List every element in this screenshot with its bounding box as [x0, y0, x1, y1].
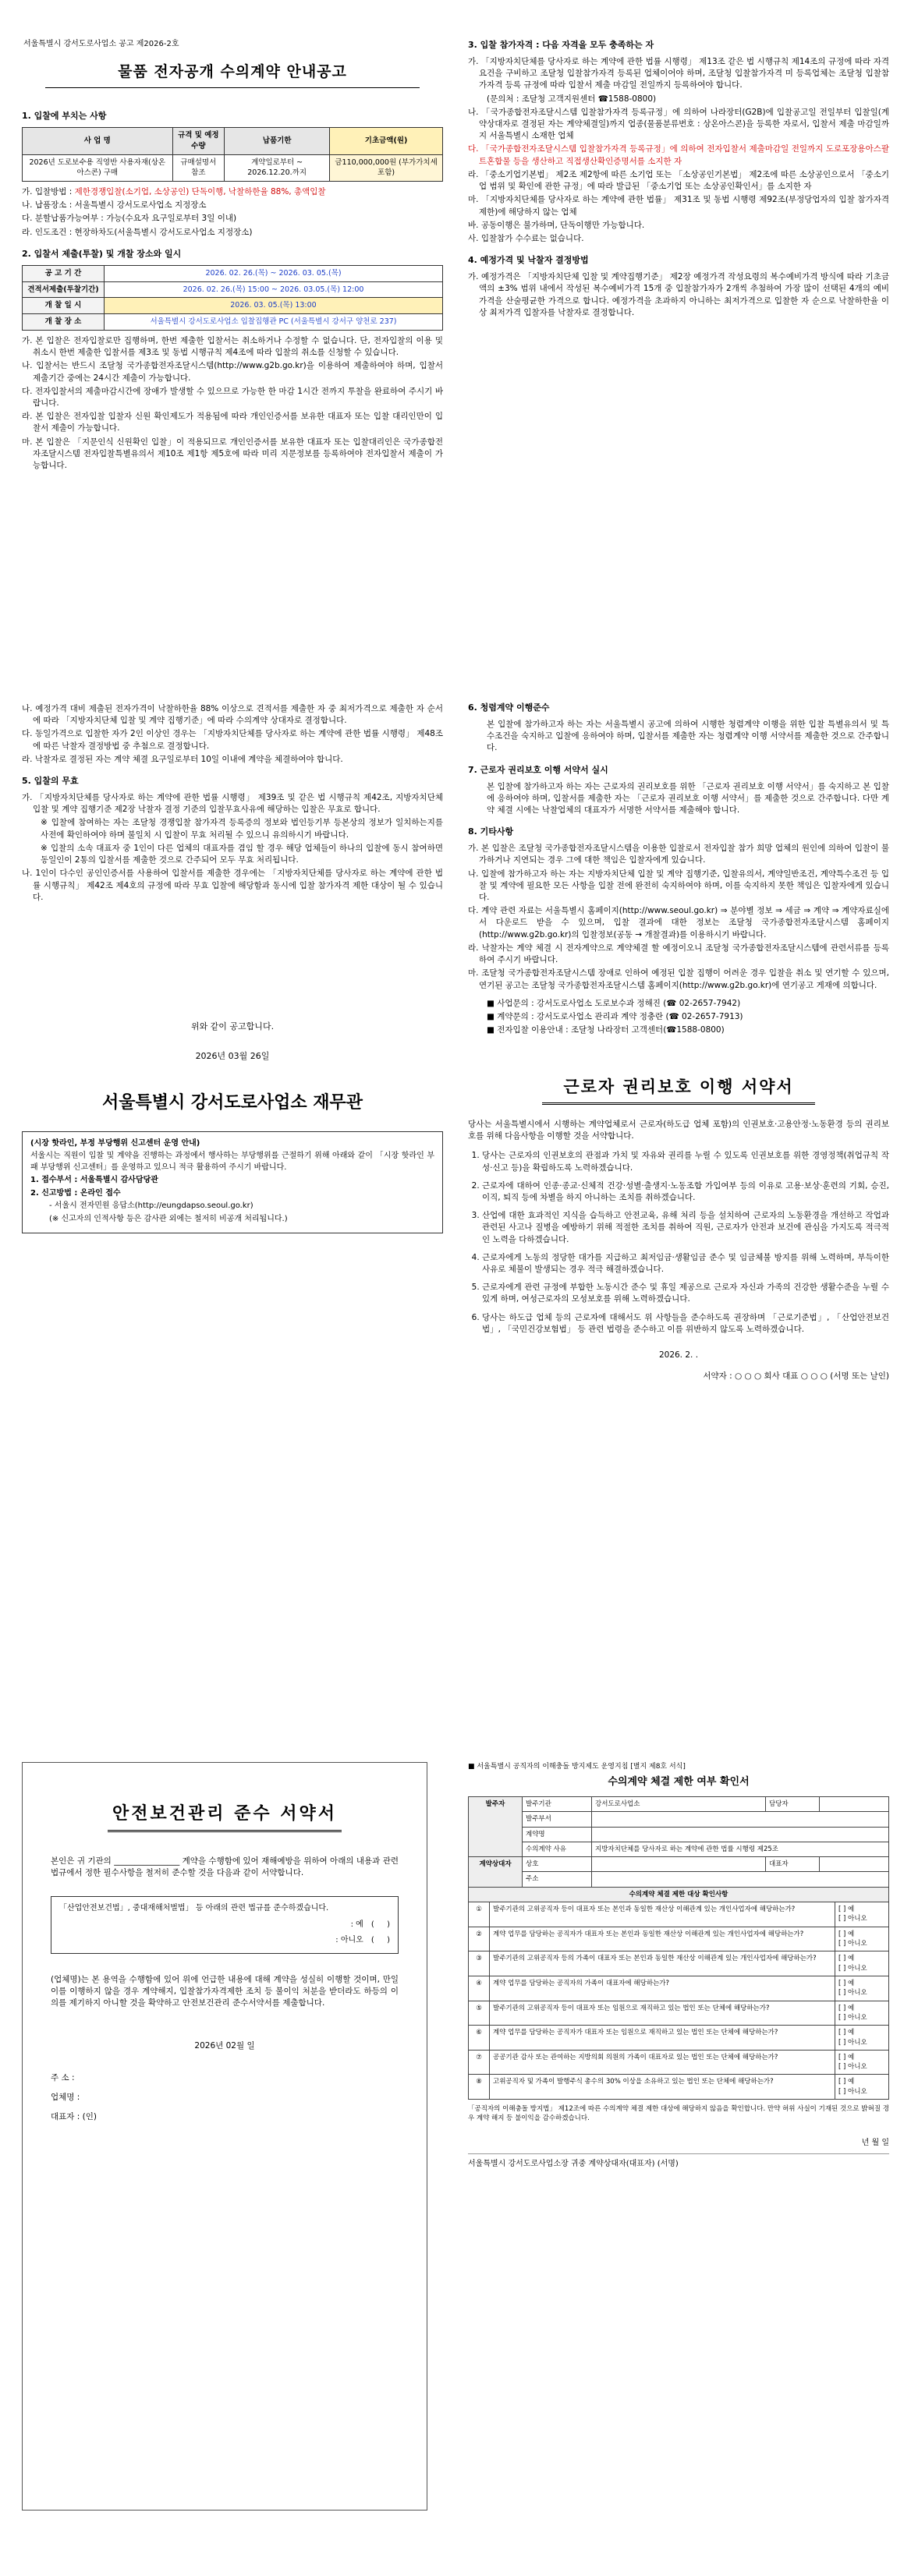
field-label: 수의계약 사유	[523, 1842, 592, 1856]
s3-para: 마. 「지방자치단체를 당사자로 하는 계약에 관한 법률」 제31조 및 동법 시행령 제92조(부정당업자의 입찰 참가자격 제한)에 해당하지 않는 업체	[468, 195, 889, 217]
row-num: ①	[469, 1902, 490, 1927]
check-question: 발주기관의 고위공직자 등이 대표자 또는 임원으로 재직하고 있는 법인 또는 단체에 해당하는가?	[490, 2001, 835, 2026]
contact-item: ■ 사업문의 : 강서도로사업소 도로보수과 정해진 (☎ 02-2657-7942)	[487, 998, 741, 1008]
s5-para: 나. 예정가격 대비 제출된 전자가격이 낙찰하한율 88% 이상으로 견적서를 제출한 자 중 최저가격으로 제출한 자 순서에 따라 「지방자치단체 입찰 및 계약 집행기준」에 따라 수의계약 상대자로 결정합니다.	[22, 704, 443, 726]
row-num: ③	[469, 1951, 490, 1976]
safety-law-text: 「산업안전보건법」, 중대재해처벌법」 등 아래의 관련 법규를 준수하겠습니다.	[59, 1904, 329, 1913]
row-num: ②	[469, 1927, 490, 1951]
s5b-para: ※ 입찰에 참여하는 자는 조달청 경쟁입찰 참가자격 등록증의 정보와 법인등기부 등본상의 정보가 일치하는지를 사전에 확인하여야 하며 불일치 시 입찰이 무효 처리될 수 있으니 유의하시기 바랍니다.	[41, 818, 443, 840]
labor-pledge-title: 근로자 권리보호 이행 서약서	[563, 1077, 794, 1097]
sched-v-2: 2026. 03. 05.(목) 13:00	[105, 298, 443, 314]
hotline-item: - 서울시 전자민원 응답소(http://eungdapso.seoul.go.kr)	[49, 1201, 253, 1211]
s4-para: 가. 예정가격은 「지방자치단체 입찰 및 계약집행기준」 제2장 예정가격 작성요령의 복수예비가격 방식에 따라 기초금액의 ±3% 범위 내에서 작성된 복수예비가격 15개 중 입찰참가자가 2개씩 추첨하여 가장 많이 선택된 4개의 예비가격을 산술평균한 가격으로 합니다. 예정가격을 초과하지 아니하는 최저가격으로 입찰한 자 순으로 낙찰하한율 이상 최저가격 입찰자를 낙찰자로 결정합니다.	[468, 272, 889, 317]
notice-p2-left	[22, 702, 443, 1233]
safety-date: 2026년 02월 일	[194, 2041, 255, 2051]
section-2-title: 2. 입찰서 제출(투찰) 및 개찰 장소와 일시	[22, 248, 182, 259]
section-7-title: 7. 근로자 권리보호 이행 서약서 실시	[468, 764, 608, 775]
safety-yes[interactable]: : 예 ( )	[350, 1920, 390, 1929]
safety-title-underline	[108, 1830, 342, 1832]
labor-signer: 서약자 : ○ ○ ○ 회사 대표 ○ ○ ○ (서명 또는 날인)	[703, 1371, 889, 1382]
field-value[interactable]	[592, 1857, 766, 1872]
safety-para2: (업체명)는 본 용역을 수행함에 있어 위에 언급한 내용에 대해 계약을 성실히 이행할 것이며, 만일 이를 이행하지 않을 경우 계약해지, 입찰참가자격제한 조치 등 불이익 처분을 받더라도 하등의 이의를 제기하지 아니할 것을 확약하고 안전보건관리 준수서약서를 제출합니다.	[51, 1974, 399, 2008]
s2-para: 마. 본 입찰은 「지문인식 신원확인 입찰」이 적용되므로 개인인증서를 보유한 대표자 또는 입찰대리인은 국가종합전자조달시스템 전자입찰특별유의서 제10조 제1항 제5호에 따라 미리 지문정보를 등록하여야 전자입찰서 제출이 가능합니다.	[22, 437, 443, 471]
labor-item: 1. 당사는 근로자의 인권보호의 관점과 가치 및 자유와 권리를 누릴 수 있도록 인권보호를 위한 경영정책(취업규칙 작성·신고 등)을 확립하도록 노력하겠습니다.	[482, 1150, 889, 1173]
row-num: ⑧	[469, 2075, 490, 2100]
hotline-box	[22, 1131, 443, 1234]
note-delivery: 라. 인도조건 : 현장하차도(서울특별시 강서도로사업소 지정장소)	[22, 227, 253, 237]
section-6-title: 6. 청렴계약 이행준수	[468, 702, 550, 713]
labor-item: 3. 산업에 대한 효과적인 지식을 습득하고 안전교육, 유해 처리 등을 설치하여 근로자의 노동환경을 개선하고 작업과 관련된 사고나 질병을 예방하기 위해 적절한 조치를 취하여 직원, 근로자가 안전과 보건에 관심을 가지도록 적극적인 노력을 다하겠습니다.	[482, 1210, 889, 1246]
check-options[interactable]: [ ] 예 [ ] 아니오	[835, 2050, 889, 2075]
checklist-title: 수의계약 체결 제한 여부 확인서	[608, 1776, 750, 1789]
safety-rep: 대표자 : (인)	[51, 2112, 97, 2122]
check-options[interactable]: [ ] 예 [ ] 아니오	[835, 1951, 889, 1976]
field-value[interactable]	[592, 1872, 889, 1887]
s5b-para: ※ 입찰의 소속 대표자 중 1인이 다른 업체의 대표자를 겸임 할 경우 해당 업체들이 하나의 입찰에 동시 참여하면 동일인이 2통의 입찰서를 제출한 것으로 간주되어 모두 무효 처리됩니다.	[41, 843, 443, 865]
s8-para: 마. 조달청 국가종합전자조달시스템 장애로 인하여 예정된 입찰 집행이 어려운 경우 입찰을 취소 및 연기할 수 있으며, 연기된 공고는 조달청 국가종합전자조달시스템 홈페이지(http://www.g2b.go.kr)에 연기공고 게재에 의합니다.	[468, 968, 889, 990]
td-base-amount: 금110,000,000원 (부가가치세 포함)	[330, 154, 443, 182]
schedule-table	[22, 265, 443, 331]
sched-v-1: 2026. 02. 26.(목) 15:00 ~ 2026. 03.05.(목) 12:00	[105, 281, 443, 298]
bid-items-table	[22, 127, 443, 182]
s5b-para: 가. 「지방자치단체를 당사자로 하는 계약에 관한 법률 시행령」 제39조 및 같은 법 시행규칙 제42조, 지방자치단체 입찰 및 계약 집행기준 제2장 낙찰자 결정 기준의 입찰무효사유에 해당하는 입찰은 무효로 합니다.	[22, 793, 443, 815]
safety-company: 업체명 :	[51, 2092, 80, 2102]
notice-p2-right	[468, 702, 889, 1383]
field-label: 계약명	[523, 1827, 592, 1842]
s3-para: 사. 입찰참가 수수료는 없습니다.	[468, 234, 584, 243]
hotline-title: (시장 핫라인, 부정 부당행위 신고센터 운영 안내)	[30, 1138, 200, 1148]
sched-k-3: 개 찰 장 소	[23, 314, 105, 331]
safety-signature	[51, 2068, 399, 2128]
hotline-item: 1. 접수부서 : 서울특별시 감사담당관	[30, 1176, 158, 1185]
s5-para: 다. 동일가격으로 입찰한 자가 2인 이상인 경우는 「지방자치단체를 당사자로 하는 계약에 관한 법률 시행령」 제48조에 따른 낙찰자 결정방법 중 추첨으로 결정합니다.	[22, 729, 443, 751]
check-options[interactable]: [ ] 예 [ ] 아니오	[835, 2001, 889, 2026]
field-label: 발주기관	[523, 1796, 592, 1811]
th-base-amount: 기초금액(원)	[330, 127, 443, 154]
checklist-footer: 「공직자의 이해충돌 방지법」 제12조에 따른 수의계약 체결 제한 대상에 해당하지 않음을 확인합니다. 만약 허위 사실이 기재된 것으로 밝혀질 경우 계약 해지 등 불이익을 감수하겠습니다.	[468, 2105, 889, 2123]
s2-para: 가. 본 입찰은 전자입찰로만 집행하며, 한번 제출한 입찰서는 취소하거나 수정할 수 없습니다. 단, 전자입찰의 이용 및 취소시 한번 제출한 입찰서를 제3조 및 동법 시행규칙 제4조에 따라 입찰의 취소를 신청할 수 있습니다.	[22, 335, 443, 358]
contacts	[468, 998, 889, 1037]
s8-para: 다. 계약 관련 자료는 서울특별시 홈페이지(http://www.seoul.go.kr) ⇒ 분야별 정보 ⇒ 세금 ⇒ 계약 ⇒ 계약자료실에서 다운로드 받을 수 있으며, 입찰 결과에 대한 정보는 조달청 국가종합전자조달시스템 홈페이지(http://www.g2b.go.kr)의 입찰정보(공동 → 개찰결과)를 이용하시기 바랍니다.	[468, 906, 889, 939]
check-question: 발주기관의 고위공직자 등이 대표자 또는 본인과 동일한 재산상 이해관계 있는 개인사업자에 해당하는가?	[490, 1902, 835, 1927]
labor-item: 5. 근로자에게 관련 규정에 부합한 노동시간 준수 및 휴일 제공으로 근로자 자신과 가족의 건강한 생활수준을 누릴 수 있게 하며, 여성근로자의 모성보호를 위해 노력하겠습니다.	[482, 1282, 889, 1305]
s3-para: 나. 「국가종합전자조달시스템 입찰참가자격 등록규정」에 의하여 나라장터(G2B)에 입찰공고일 전일부터 입찰일(계약상대자로 결정된 자는 계약체결일)까지 업종(물품분류번호 : 상온아스콘)을 등록한 자로서, 입찰서 제출 마감일까지 서울특별시 소재한 업체	[468, 107, 889, 141]
checklist-date: 년 월 일	[861, 2138, 889, 2147]
section-8-title: 8. 기타사항	[468, 826, 514, 837]
s8-para: 라. 낙찰자는 계약 체결 시 전자계약으로 계약체결 할 예정이오니 조달청 국가종합전자조달시스템에 관련서류를 등록하여 주시기 바랍니다.	[468, 943, 889, 965]
label-contractor: 계약상대자	[469, 1857, 523, 1888]
checklist-section-title: 수의계약 체결 제한 대상 확인사항	[469, 1887, 889, 1902]
row-num: ⑤	[469, 2001, 490, 2026]
th-spec: 규격 및 예정수량	[172, 127, 225, 154]
labor-item: 6. 당사는 하도급 업체 등의 근로자에 대해서도 위 사항들을 준수하도록 권장하며 「근로기준법」, 「산업안전보건법」, 「국민건강보험법」 등 관련 법령을 준수하고 이를 위반하지 않도록 노력하겠습니다.	[482, 1312, 889, 1336]
hotline-item: (※ 신고자의 인적사항 등은 감사관 외에는 철저히 비공개 처리됩니다.)	[49, 1214, 288, 1223]
field-value[interactable]	[820, 1796, 889, 1811]
s3-para: 라. 「중소기업기본법」 제2조 제2항에 따른 소기업 또는 「소상공인기본법」 제2조에 따른 소상공인으로서 「중소기업 범위 및 확인에 관한 규정」에 따라 발급된 「중소기업 또는 소상공인확인서」를 소지한 자	[468, 169, 889, 192]
safety-title: 안전보건관리 준수 서약서	[112, 1804, 338, 1824]
notice-page-2	[22, 702, 889, 1715]
s3-para: 가. 「지방자치단체를 당사자로 하는 계약에 관한 법률 시행령」 제13조 같은 법 시행규칙 제14조의 규정에 따라 자격요건을 구비하고 조달청 입찰참가자격 등록된 업체이어야 하며, 조달청 입찰참가자격 미 등록업체는 조달청 입찰참가자격 등록 규정에 따라 입찰서 제출 마감일 전일까지 등록하여야 합니다.	[468, 56, 889, 90]
check-question: 공공기관 감사 또는 관여하는 지방의회 의원의 가족이 대표자로 있는 법인 또는 단체에 해당하는가?	[490, 2050, 835, 2075]
labor-date: 2026. 2. .	[658, 1350, 699, 1361]
labor-pledge	[468, 1075, 889, 1382]
field-label: 담당자	[766, 1796, 820, 1811]
safety-addr: 주 소 :	[51, 2072, 75, 2082]
notice-date: 2026년 03월 26일	[195, 1050, 270, 1061]
th-project: 사 업 명	[23, 127, 173, 154]
field-value[interactable]	[592, 1812, 889, 1827]
check-question: 계약 업무를 담당하는 공직자가 대표자 또는 본인과 동일한 재산상 이해관계 있는 개인사업자에 해당하는가?	[490, 1927, 835, 1951]
td-spec: 규매설명서 참조	[172, 154, 225, 182]
checklist-party-table	[468, 1796, 889, 1888]
field-label: 주소	[523, 1872, 592, 1887]
s5b-para: 나. 1인이 다수인 공인인증서를 사용하여 입찰서를 제출한 경우에는 「지방자치단체를 당사자로 하는 계약에 관한 법률 시행규칙」 제42조 제4호의 규정에 따라 무효 입찰에 해당함과 동시에 입찰 참가자격 제한 대상이 될 수 있습니다.	[22, 869, 443, 902]
notice-number: 서울특별시 강서도로사업소 공고 제2026-2호	[23, 40, 179, 48]
safety-pledge	[22, 1762, 427, 2511]
field-value[interactable]	[592, 1827, 889, 1842]
notice-right-column	[468, 39, 889, 320]
section-1-title: 1. 입찰에 부치는 사항	[22, 111, 107, 122]
labor-title-underline	[542, 1102, 815, 1105]
section-3-title: 3. 입찰 참가자격 : 다음 자격을 모두 충족하는 자	[468, 40, 654, 50]
s7-para: 본 입찰에 참가하고자 하는 자는 근로자의 권리보호를 위한 「근로자 권리보호 이행 서약서」를 숙지하고 본 입찰에 응하여야 하며, 입찰서를 제출한 자는 「근로자 권리보호 이행 서약서」를 제출한 것으로 간주합니다. 다만 계약 체결 시에는 낙찰업체의 대표자가 서명한 서약서를 제출해야 합니다.	[487, 781, 889, 815]
labor-item: 4. 근로자에게 노동의 정당한 대가를 지급하고 최저임금·생활임금 준수 및 임금체불 방지를 위해 노력하며, 부득이한 사유로 체불이 발생되는 경우 적극 해결하겠습니다.	[482, 1252, 889, 1276]
sched-k-0: 공 고 기 간	[23, 265, 105, 281]
s2-para: 다. 전자입찰서의 제출마감시간에 장애가 발생할 수 있으므로 가능한 한 마감 1시간 전까지 투찰을 완료하여 주시기 바랍니다.	[22, 386, 443, 409]
closing-text: 위와 같이 공고합니다.	[190, 1021, 275, 1031]
contact-item: ■ 계약문의 : 강서도로사업소 관리과 계약 정충란 (☎ 02-2657-7913)	[487, 1011, 743, 1021]
check-question: 발주기관의 고위공직자 등의 가족이 대표자 또는 본인과 동일한 재산상 이해관계 있는 개인사업자에 해당하는가?	[490, 1951, 835, 1976]
issuer-org: 서울특별시 강서도로사업소 재무관	[101, 1092, 363, 1113]
hotline-item: 2. 신고방법 : 온라인 접수	[30, 1188, 121, 1198]
safety-body: 본인은 귀 기관의 ________________ 계약을 수행함에 있어 재해예방을 위하여 아래의 내용과 관련 법규에서 정한 필수사항을 철저히 준수할 것을 다음과 같이 서약합니다.	[51, 1856, 399, 1878]
labor-items	[468, 1150, 889, 1336]
bid-notes	[22, 186, 443, 239]
check-options[interactable]: [ ] 예 [ ] 아니오	[835, 1902, 889, 1927]
s2-para: 라. 본 입찰은 전자입찰 입찰자 신원 확인제도가 적용됨에 따라 개인인증서를 보유한 대표자 또는 입찰 대리인만이 입찰서 제출이 가능합니다.	[22, 412, 443, 433]
labor-pledge-body	[468, 1119, 889, 1383]
check-question: 계약 업무를 담당하는 공직자가 대표자 또는 임원으로 재직하고 있는 법인 또는 단체에 해당하는가?	[490, 2026, 835, 2051]
safety-no[interactable]: : 아니오 ( )	[335, 1936, 390, 1945]
check-question: 계약 업무를 담당하는 공직자의 가족이 대표자에 해당하는가?	[490, 1976, 835, 2001]
s5-para: 라. 낙찰자로 결정된 자는 계약 체결 요구일로부터 10일 이내에 계약을 체결하여야 합니다.	[22, 754, 343, 764]
title-underline	[45, 87, 420, 88]
labor-intro: 당사는 서울특별시에서 시행하는 계약업체로서 근로자(하도급 업체 포함)의 인권보호·고용안정·노동환경 등의 권리보호를 위해 다음사항을 이행할 것을 서약합니다.	[468, 1119, 889, 1141]
conflict-checklist	[468, 1762, 889, 2171]
check-options[interactable]: [ ] 예 [ ] 아니오	[835, 2075, 889, 2100]
safety-law-box	[51, 1896, 399, 1954]
notice-left-column	[22, 39, 443, 473]
note-split: 다. 분할납품가능여부 : 가능(수요자 요구일로부터 3일 이내)	[22, 214, 237, 224]
checklist-sign-line: 서울특별시 강서도로사업소장 귀중 계약상대자(대표자) (서명)	[468, 2160, 679, 2169]
field-value: 지방자치단체를 당사자로 하는 계약에 관한 법률 시행령 제25조	[592, 1842, 889, 1856]
checklist-top-note: ■ 서울특별시 공직자의 이해충돌 방지제도 운영지침 [별지 제8호 서식]	[468, 1763, 686, 1771]
checklist-divider	[468, 2153, 889, 2154]
row-num: ④	[469, 1976, 490, 2001]
s6-para: 본 입찰에 참가하고자 하는 자는 서울특별시 공고에 의하여 시행한 청렴계약 이행을 위한 입찰 특별유의서 및 특수조건을 숙지하고 입찰에 응하여야 하며, 입찰서를 제출한 자는 청렴계약 이행 서약서를 제출한 것으로 간주합니다.	[487, 719, 889, 753]
note-method: 가. 입찰방법 : 제한경쟁입찰(소기업, 소상공인) 단독이행, 낙찰하한율 88%, 총액입찰	[22, 187, 326, 197]
field-value[interactable]	[820, 1857, 889, 1872]
notice-page-1	[22, 39, 889, 647]
sched-v-0: 2026. 02. 26.(목) ~ 2026. 03. 05.(목)	[105, 265, 443, 281]
s3-para: 바. 공동이행은 불가하며, 단독이행만 가능합니다.	[468, 220, 645, 230]
s3-para: 다. 「국가종합전자조달시스템 입찰참가자격 등록규정」에 의하여 전자입찰서 제출마감일 전일까지 도로포장용아스팔트혼합물 등을 생산하고 직접생산확인증명서를 소지한 자	[468, 144, 889, 166]
s2-para: 나. 입찰서는 반드시 조달청 국가종합전자조달시스템(http://www.g2b.go.kr)을 이용하여 제출하여야 하며, 입찰서 제출기간 중에는 24시간 제출이 가능합니다.	[22, 361, 443, 383]
notice-title: 물품 전자공개 수의계약 안내공고	[118, 62, 347, 80]
sched-k-2: 개 찰 일 시	[23, 298, 105, 314]
check-question: 고위공직자 및 가족이 발행주식 총수의 30% 이상을 소유하고 있는 법인 또는 단체에 해당하는가?	[490, 2075, 835, 2100]
note-place: 나. 납품장소 : 서울특별시 강서도로사업소 지정장소	[22, 200, 207, 211]
s8-para: 나. 입찰에 참가하고자 하는 자는 지방자치단체 입찰 및 계약 집행기준, 입찰유의서, 계약일반조건, 계약특수조건 등 입찰 및 계약에 필요한 모든 사항을 입찰 전에 완전히 숙지하여야 하며, 이를 숙지하지 못한 책임은 입찰자에게 있습니다.	[468, 869, 889, 902]
hotline-body: 서울시는 직원이 입찰 및 계약을 진행하는 과정에서 행사하는 부당행위를 근절하기 위해 아래와 같이 「시장 핫라인 부패 부당행위 신고센터」를 운영하고 있으니 적극 활용하여 주시기 바랍니다.	[30, 1152, 434, 1172]
field-label: 발주부서	[523, 1812, 592, 1827]
s3-contact: (문의처 : 조달청 고객지원센터 ☎1588-0800)	[487, 94, 657, 104]
section-2-paras	[22, 335, 443, 472]
sched-v-3: 서울특별시 강서도로사업소 입찰집행관 PC (서울특별시 강서구 양천로 237)	[105, 314, 443, 331]
label-orderer: 발주자	[469, 1796, 523, 1856]
td-deadline: 계약일로부터 ~ 2026.12.20.까지	[225, 154, 330, 182]
sched-k-1: 견적서제출(투찰기간)	[23, 281, 105, 298]
checklist-items-table	[468, 1887, 889, 2100]
td-project: 2026년 도로보수용 직영반 사용자재(상온아스콘) 구매	[23, 154, 173, 182]
forms-page	[22, 1762, 889, 2542]
field-label: 상호	[523, 1857, 592, 1872]
field-value: 강서도로사업소	[592, 1796, 766, 1811]
check-options[interactable]: [ ] 예 [ ] 아니오	[835, 2026, 889, 2051]
contact-item: ■ 전자입찰 이용안내 : 조달청 나라장터 고객센터(☎1588-0800)	[487, 1025, 725, 1035]
row-num: ⑥	[469, 2026, 490, 2051]
check-options[interactable]: [ ] 예 [ ] 아니오	[835, 1927, 889, 1951]
row-num: ⑦	[469, 2050, 490, 2075]
section-4-title: 4. 예정가격 및 낙찰자 결정방법	[468, 255, 589, 266]
s8-para: 가. 본 입찰은 조달청 국가종합전자조달시스템을 이용한 입찰로서 전자입찰 참가 희망 업체의 원인에 의하여 입찰이 불가하거나 지연되는 경우 그에 대한 책임은 입찰자에게 있습니다.	[468, 844, 889, 865]
labor-item: 2. 근로자에 대하여 인종·종교·신체적 건강·성별·출생지·노동조합 가입여부 등의 이유로 고용·보상·훈련의 기회, 승진, 이직, 퇴직 등에 차별을 하지 아니하는 조치를 취하겠습니다.	[482, 1180, 889, 1204]
field-label: 대표자	[766, 1857, 820, 1872]
th-deadline: 납품기한	[225, 127, 330, 154]
section-5-title: 5. 입찰의 무효	[22, 776, 79, 787]
check-options[interactable]: [ ] 예 [ ] 아니오	[835, 1976, 889, 2001]
